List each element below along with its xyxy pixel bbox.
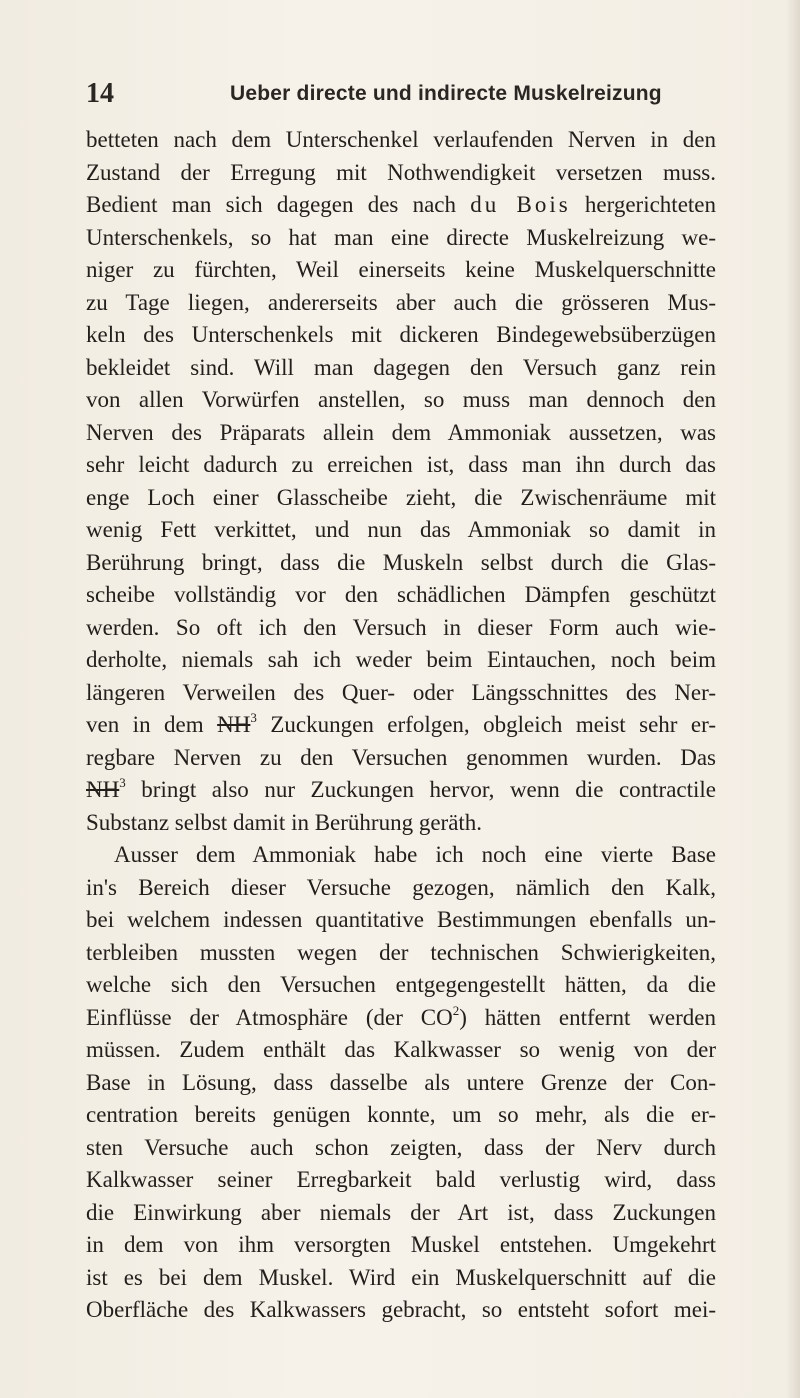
page-number: 14 [86,78,114,109]
text-line: sten Versuche auch schon zeigten, dass der Nerv durch [86,1134,716,1160]
body-text [86,124,716,1327]
text-line: werden. So oft ich den Versuch in dieser Form auch wie- [86,614,716,640]
text-line: müssen. Zudem enthält das Kalkwasser so wenig von der [86,1037,716,1062]
text-line: Zustand der Erregung mit Nothwendigkeit versetzen muss. [86,159,716,185]
text-line: in dem von ihm versorgten Muskel entstehen. Umgekehrt [86,1232,716,1257]
running-head: Ueber directe und indirecte Muskelreizung [230,82,662,105]
text-line: ist es bei dem Muskel. Wird ein Muskelquerschnitt auf die [86,1264,716,1290]
text-line: Unterschenkels, so hat man eine directe Muskelreizung we- [86,224,716,250]
text-line: enge Loch einer Glasscheibe zieht, die Zwischenräume mit [86,484,716,510]
formula-subscript: 3 [250,710,257,726]
text-line: die Einwirkung aber niemals der Art ist, dass Zuckungen [86,1199,716,1225]
text-line: regbare Nerven zu den Versuchen genommen wurden. Das [86,744,716,770]
text-line: Substanz selbst damit in Berührung geräth. [86,809,483,835]
text-line: in's Bereich dieser Versuche gezogen, nämlich den Kalk, [86,874,716,900]
text-line [86,1002,716,1035]
text-line: keln des Unterschenkels mit dickeren Bindegewebsüberzügen [86,322,716,347]
text-line: bekleidet sind. Will man dagegen den Versuch ganz rein [86,354,716,380]
text-fragment: hergerichteten [584,192,717,217]
text-line: derholte, niemals sah ich weder beim Eintauchen, noch beim [86,647,716,672]
formula-subscript: 2 [452,1002,460,1018]
text-line: welche sich den Versuchen entgegengestellt hätten, da die [86,972,716,997]
chemical-formula: NH [217,712,251,737]
text-line: längeren Verweilen des Quer- oder Längsschnittes des Ner- [86,679,716,705]
text-line: Kalkwasser seiner Erregbarkeit bald verlustig wird, dass [86,1167,716,1192]
page-header [86,78,726,118]
text-fragment: Einflüsse der Atmosphäre (der CO [86,1004,453,1030]
text-line: Berührung bringt, dass die Muskeln selbst durch die Glas- [86,549,716,575]
author-name: du Bois [470,192,571,217]
text-fragment: bringt also nur Zuckungen hervor, wenn die contractile [141,777,716,802]
text-line: sehr leicht dadurch zu erreichen ist, dass man ihn durch das [86,452,716,477]
text-line: betteten nach dem Unterschenkel verlaufenden Nerven in den [86,127,716,152]
text-line: Oberfläche des Kalkwassers gebracht, so entsteht sofort mei- [86,1297,716,1322]
text-line: bei welchem indessen quantitative Bestimmungen ebenfalls un- [86,907,716,932]
text-line: scheibe vollständig vor den schädlichen Dämpfen geschützt [86,582,716,607]
text-line: terbleiben mussten wegen der technischen Schwierigkeiten, [86,939,716,965]
text-line: von allen Vorwürfen anstellen, so muss man dennoch den [86,387,716,412]
text-line: niger zu fürchten, Weil einerseits keine Muskelquerschnitte [86,257,716,282]
text-line: Nerven des Präparats allein dem Ammoniak aussetzen, was [86,419,716,445]
chemical-formula: NH [86,777,120,802]
text-line: centration bereits genügen konnte, um so mehr, als die er- [86,1102,716,1127]
text-fragment: Zuckungen erfolgen, obgleich meist sehr er- [270,712,716,737]
text-line [86,189,716,222]
formula-subscript: 3 [119,775,126,791]
text-line [86,709,716,742]
text-line: Ausser dem Ammoniak habe ich noch eine vierte Base [114,842,716,867]
text-line: Base in Lösung, dass dasselbe als untere Grenze der Con- [86,1069,716,1095]
text-fragment: Bedient man sich dagegen des nach [86,192,457,217]
text-line [86,774,716,807]
text-line: zu Tage liegen, andererseits aber auch die grösseren Mus- [86,289,716,315]
text-fragment: ) hätten entfernt werden [459,1004,716,1030]
text-line: wenig Fett verkittet, und nun das Ammoniak so damit in [86,517,716,542]
page-edge-shadow [786,0,800,1398]
text-fragment: ven in dem [86,712,204,737]
